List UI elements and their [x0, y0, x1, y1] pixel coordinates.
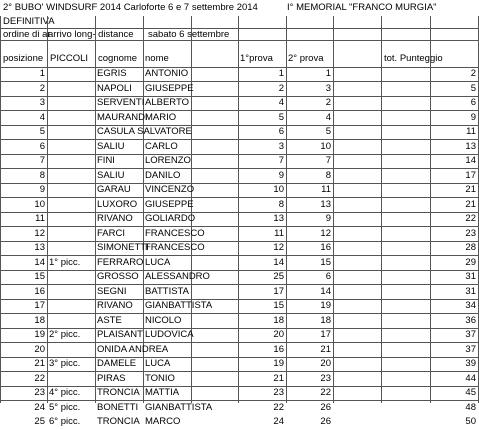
cell-tot: 39 [465, 358, 476, 369]
ordine-label: ordine di ar [3, 29, 51, 40]
cell-cognome: SERVENTI [97, 97, 145, 108]
cell-posizione: 9 [39, 184, 45, 195]
cell-tot: 9 [470, 112, 476, 123]
cell-tot: 17 [465, 170, 476, 181]
cell-tot: 11 [466, 126, 476, 137]
cell-prova1: 25 [273, 271, 284, 282]
cell-prova1: 9 [278, 170, 284, 181]
cell-posizione: 7 [39, 155, 45, 166]
cell-cognome: GROSSO [97, 271, 139, 282]
cell-cognome: NAPOLI [97, 83, 132, 94]
cell-posizione: 11 [35, 213, 45, 224]
col-cognome: cognome [98, 53, 138, 64]
cell-prova2: 22 [320, 387, 331, 398]
cell-piccoli: 3° picc. [49, 358, 81, 369]
cell-cognome: MAURANDI [97, 112, 148, 123]
memorial-title: I° MEMORIAL "FRANCO MURGIA" [287, 2, 437, 13]
cell-cognome: SIMONETTI [97, 242, 149, 253]
cell-prova2: 15 [320, 257, 331, 268]
cell-tot: 37 [465, 344, 476, 355]
cell-tot: 45 [465, 387, 476, 398]
col-prova1: 1°prova [240, 53, 273, 64]
cell-cognome: LUXORO [97, 199, 138, 210]
cell-prova1: 5 [278, 112, 284, 123]
cell-tot: 21 [465, 184, 476, 195]
cell-cognome: PLAISANT [97, 329, 143, 340]
cell-posizione: 19 [34, 329, 45, 340]
cell-posizione: 2 [39, 83, 45, 94]
cell-posizione: 25 [34, 416, 45, 427]
cell-nome: MARIO [145, 112, 177, 123]
cell-prova2: 11 [321, 184, 331, 195]
cell-nome: LUCA [145, 358, 171, 369]
cell-posizione: 5 [39, 126, 45, 137]
cell-prova2: 23 [320, 373, 331, 384]
cell-nome: BATTISTA [145, 286, 189, 297]
cell-nome: MARCO [145, 416, 181, 427]
cell-nome: ALBERTO [145, 97, 190, 108]
cell-prova2: 26 [320, 416, 331, 427]
cell-tot: 37 [465, 329, 476, 340]
cell-cognome: SALIU [97, 170, 125, 181]
cell-prova2: 18 [320, 315, 331, 326]
cell-cognome: FERRARO [97, 257, 144, 268]
cell-nome: GIUSEPPE [145, 83, 194, 94]
cell-prova1: 6 [278, 126, 284, 137]
cell-prova2: 14 [320, 286, 331, 297]
cell-tot: 23 [465, 228, 476, 239]
grid-row-line [0, 40, 479, 41]
cell-cognome: EGRIS [97, 68, 127, 79]
cell-prova2: 1 [325, 68, 331, 79]
cell-prova2: 19 [320, 300, 331, 311]
cell-prova1: 4 [278, 97, 284, 108]
cell-prova1: 16 [273, 344, 284, 355]
cell-cognome: TRONCIA [97, 416, 140, 427]
cell-prova1: 11 [274, 228, 284, 239]
cell-cognome: ASTE [97, 315, 122, 326]
cell-nome: ANTONIO [145, 68, 189, 79]
cell-cognome: DAMELE [97, 358, 137, 369]
definitiva-label: DEFINITIVA [3, 16, 55, 27]
cell-posizione: 16 [34, 286, 45, 297]
cell-cognome: RIVANO [97, 300, 133, 311]
cell-tot: 36 [465, 315, 476, 326]
cell-nome: TONIO [145, 373, 175, 384]
cell-prova2: 13 [320, 199, 331, 210]
cell-posizione: 3 [39, 97, 45, 108]
cell-prova1: 15 [273, 300, 284, 311]
col-posizione: posizione [3, 53, 44, 64]
cell-prova2: 4 [325, 112, 331, 123]
cell-cognome: RIVANO [97, 213, 133, 224]
cell-prova2: 16 [320, 242, 331, 253]
grid-column-line [47, 16, 48, 403]
cell-tot: 34 [465, 300, 476, 311]
cell-posizione: 4 [39, 112, 45, 123]
cell-prova2: 26 [320, 402, 331, 413]
cell-cognome: BONETTI [97, 402, 139, 413]
cell-piccoli: 4° picc. [49, 387, 81, 398]
cell-posizione: 10 [34, 199, 45, 210]
cell-tot: 14 [465, 155, 476, 166]
cell-prova1: 10 [273, 184, 284, 195]
cell-nome: ALESSANDRO [145, 271, 210, 282]
cell-tot: 29 [465, 257, 476, 268]
grid-column-line [333, 16, 334, 403]
cell-posizione: 8 [39, 170, 45, 181]
cell-posizione: 22 [34, 373, 45, 384]
cell-prova2: 17 [320, 329, 331, 340]
cell-posizione: 1 [39, 68, 45, 79]
cell-prova1: 19 [273, 358, 284, 369]
cell-tot: 2 [470, 68, 476, 79]
cell-posizione: 13 [34, 242, 45, 253]
cell-cognome: FINI [97, 155, 115, 166]
cell-prova2: 10 [320, 141, 331, 152]
col-piccoli: PICCOLI [50, 53, 89, 64]
cell-nome: GIUSEPPE [145, 199, 194, 210]
cell-tot: 21 [465, 199, 476, 210]
cell-nome: LUCA [145, 257, 171, 268]
cell-prova1: 2 [278, 83, 284, 94]
cell-prova2: 6 [325, 271, 331, 282]
cell-posizione: 12 [34, 228, 45, 239]
cell-posizione: 20 [34, 344, 45, 355]
cell-posizione: 18 [34, 315, 45, 326]
cell-prova1: 24 [273, 416, 284, 427]
grid-column-line [381, 16, 382, 403]
cell-prova2: 5 [325, 126, 331, 137]
cell-tot: 5 [470, 83, 476, 94]
grid-row-line [0, 28, 479, 29]
col-nome: nome [145, 53, 169, 64]
cell-cognome: TRONCIA [97, 387, 140, 398]
cell-nome: NICOLO [145, 315, 182, 326]
cell-cognome: GARAU [97, 184, 131, 195]
cell-tot: 28 [465, 242, 476, 253]
cell-cognome: FARCI [97, 228, 125, 239]
cell-posizione: 23 [34, 387, 45, 398]
cell-prova1: 20 [273, 329, 284, 340]
cell-tot: 31 [465, 286, 476, 297]
cell-tot: 13 [465, 141, 476, 152]
cell-nome: FRANCESCO [145, 242, 205, 253]
cell-nome: FRANCESCO [145, 228, 205, 239]
cell-prova2: 2 [325, 97, 331, 108]
cell-tot: 31 [465, 271, 476, 282]
cell-prova2: 9 [325, 213, 331, 224]
event-title: 2° BUBO' WINDSURF 2014 Carloforte 6 e 7 settembre 2014 [3, 2, 258, 13]
cell-piccoli: 2° picc. [49, 329, 81, 340]
cell-tot: 6 [470, 97, 476, 108]
cell-prova2: 21 [320, 344, 331, 355]
cell-nome: LUDOVICA [145, 329, 194, 340]
sabato-label: sabato 6 settembre [148, 29, 230, 40]
grid-column-line [95, 16, 96, 403]
cell-nome: VINCENZO [145, 184, 195, 195]
col-prova2: 2° prova [288, 53, 324, 64]
cell-prova1: 12 [273, 242, 284, 253]
cell-prova1: 8 [278, 199, 284, 210]
cell-prova2: 3 [325, 83, 331, 94]
cell-tot: 44 [465, 373, 476, 384]
cell-nome: CARLO [145, 141, 178, 152]
cell-piccoli: 6° picc. [49, 416, 81, 427]
cell-nome: GIANBATTISTA [145, 300, 213, 311]
cell-nome: MATTIA [145, 387, 180, 398]
cell-tot: 50 [465, 416, 476, 427]
cell-prova1: 7 [278, 155, 284, 166]
cell-piccoli: 1° picc. [49, 257, 81, 268]
cell-prova1: 17 [273, 286, 284, 297]
cell-posizione: 6 [39, 141, 45, 152]
cell-cognome: SEGNI [97, 286, 127, 297]
cell-posizione: 24 [34, 402, 45, 413]
cell-prova2: 12 [320, 228, 331, 239]
arrivo-label: arrivo long- distance [48, 29, 134, 40]
cell-prova1: 22 [273, 402, 284, 413]
cell-posizione: 14 [34, 257, 45, 268]
cell-tot: 22 [465, 213, 476, 224]
cell-prova1: 18 [273, 315, 284, 326]
col-tot: tot. Punteggio [384, 53, 443, 64]
cell-cognome: ONIDA ANDREA [97, 344, 169, 355]
cell-prova2: 7 [325, 155, 331, 166]
cell-nome: GIANBATTISTA [145, 402, 213, 413]
cell-cognome: SALIU [97, 141, 125, 152]
cell-nome: GOLIARDO [145, 213, 196, 224]
cell-nome: DANILO [145, 170, 181, 181]
cell-prova1: 3 [278, 141, 284, 152]
cell-prova2: 20 [320, 358, 331, 369]
cell-posizione: 17 [34, 300, 45, 311]
cell-cognome: CASULA SALVATORE [97, 126, 192, 137]
cell-prova1: 23 [273, 387, 284, 398]
cell-posizione: 21 [34, 358, 45, 369]
cell-prova1: 13 [273, 213, 284, 224]
cell-prova1: 21 [273, 373, 284, 384]
cell-tot: 48 [465, 402, 476, 413]
cell-prova1: 1 [278, 68, 284, 79]
cell-prova1: 14 [273, 257, 284, 268]
cell-piccoli: 5° picc. [49, 402, 81, 413]
cell-prova2: 8 [325, 170, 331, 181]
cell-cognome: PIRAS [97, 373, 126, 384]
cell-nome: LORENZO [145, 155, 191, 166]
cell-posizione: 15 [34, 271, 45, 282]
